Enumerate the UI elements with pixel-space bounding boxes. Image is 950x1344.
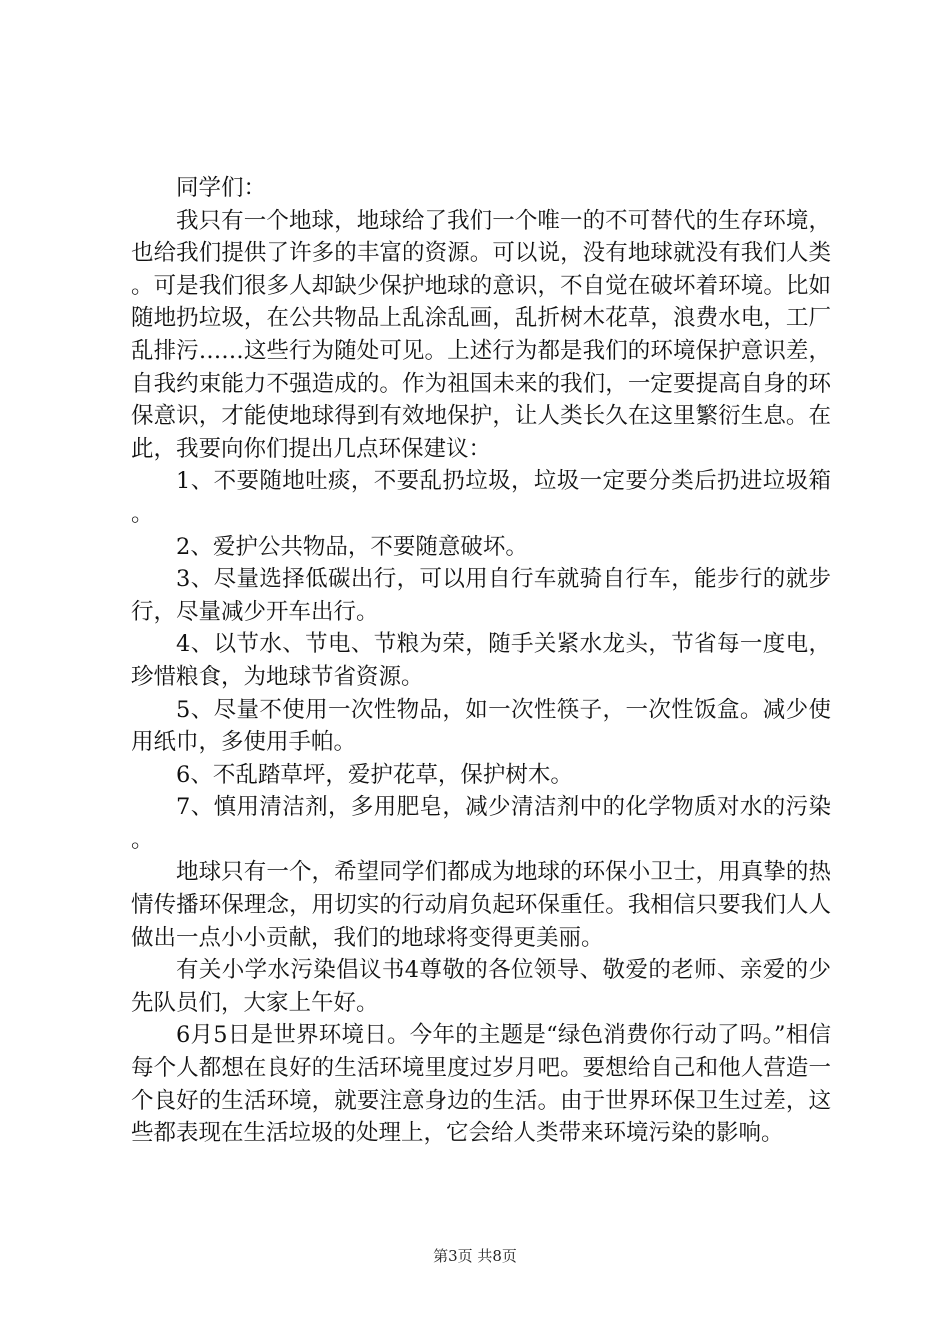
document-body	[131, 172, 831, 1150]
suggestion-4: 4、以节水、节电、节粮为荣，随手关紧水龙头，节省每一度电，珍惜粮食，为地球节省资源。	[131, 631, 831, 690]
paragraph-intro: 我只有一个地球，地球给了我们一个唯一的不可替代的生存环境，也给我们提供了许多的丰富的资源。可以说，没有地球就没有我们人类。可是我们很多人却缺少保护地球的意识，不自觉在破坏着环境。比如随地扔垃圾，在公共物品上乱涂乱画，乱折树木花草，浪费水电，工厂乱排污……这些行为随处可见。上述行为都是我们的环境保护意识差，自我约束能力不强造成的。作为祖国未来的我们，一定要提高自身的环保意识，才能使地球得到有效地保护，让人类长久在这里繁衍生息。在此，我要向你们提出几点环保建议：	[131, 207, 831, 462]
suggestion-1: 1、不要随地吐痰，不要乱扔垃圾，垃圾一定要分类后扔进垃圾箱。	[131, 468, 831, 527]
suggestion-3: 3、尽量选择低碳出行，可以用自行车就骑自行车，能步行的就步行，尽量减少开车出行。	[131, 566, 831, 625]
paragraph-environment-day: 6月5日是世界环境日。今年的主题是“绿色消费你行动了吗。”相信每个人都想在良好的生活环境里度过岁月吧。要想给自己和他人营造一个良好的生活环境，就要注意身边的生活。由于世界环保卫生过差，这些都表现在生活垃圾的处理上，它会给人类带来环境污染的影响。	[131, 1022, 831, 1147]
paragraph-greeting-2: 有关小学水污染倡议书4尊敬的各位领导、敬爱的老师、亲爱的少先队员们，大家上午好。	[131, 957, 831, 1016]
page-number-footer: 第3页 共8页	[433, 1247, 517, 1265]
greeting: 同学们：	[176, 175, 267, 201]
suggestion-6: 6、不乱踏草坪，爱护花草，保护树木。	[176, 761, 573, 788]
paragraph-closing: 地球只有一个，希望同学们都成为地球的环保小卫士，用真挚的热情传播环保理念，用切实的行动肩负起环保重任。我相信只要我们人人做出一点小小贡献，我们的地球将变得更美丽。	[131, 859, 831, 951]
suggestion-2: 2、爱护公共物品，不要随意破坏。	[176, 533, 528, 560]
suggestion-7: 7、慎用清洁剂，多用肥皂，减少清洁剂中的化学物质对水的污染。	[131, 794, 831, 853]
suggestion-5: 5、尽量不使用一次性物品，如一次性筷子，一次性饭盒。减少使用纸巾，多使用手帕。	[131, 696, 831, 756]
